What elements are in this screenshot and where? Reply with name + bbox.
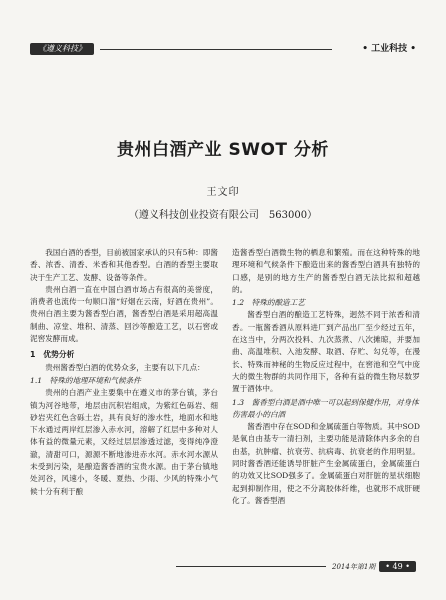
footer-rule xyxy=(176,566,326,567)
intro-paragraph-2: 贵州白酒一直在中国白酒市场占有很高的美誉度，消费者也流传一句顺口溜“好烟在云南，好酒在贵州”。贵州白酒主要为酱香型白酒，酱香型白酒是采用超高温制曲、凉堂、堆积、清蒸、回沙等酿造工艺，以石窖或泥窖发酵而成。 xyxy=(30,284,218,344)
right-column xyxy=(232,247,420,507)
health-paragraph: 酱香酒中存在SOD和金属硫蛋白等物质。其中SOD是氧自由基专一清扫剂，主要功能是清除体内多余的自由基，抗肿瘤、抗衰劳、抗病毒、抗衰老的作用明显。同时酱香酒还能诱导肝脏产生金属硫蛋白，金属硫蛋白的功效又比SOD强多了。金属硫蛋白对肝脏的星状细胞起到抑制作用，使之不分离胶体纤维，也就形不成肝硬化了。酱香型酒 xyxy=(232,422,420,505)
journal-name: 《遵义科技》 xyxy=(30,43,94,55)
heading-advantage-analysis: 1 优势分析 xyxy=(30,350,75,360)
brewing-paragraph: 酱香型白酒的酿造工艺特殊，迥然不同于浓香和清香。一瓶酱香酒从原料进厂到产品出厂至少经过五年，在这当中，分两次投料、九次蒸煮、八次摊晾，并要加曲、高温堆积、入池发酵、取酒、存贮、勾兑等，在漫长、特殊而神秘的生物反应过程中，在窖池和空气中庞大的微生物群的共同作用下，各种有益的微生物尽数罗置于酒体中。 xyxy=(232,310,420,394)
intro-paragraph-1: 我国白酒的香型，目前被国家承认的只有5种：即酱香、浓香、清香、米香和其他香型。白酒的香型主要取决于生产工艺、发酵、设备等条件。 xyxy=(30,248,218,282)
article-title: 贵州白酒产业 SWOT 分析 xyxy=(117,140,329,160)
geography-paragraph-continued: 造酱香型白酒微生物的栖息和繁殖。而在这种特殊的地理环境和气候条件下酿造出来的酱香型白酒具有独特的口感，是别的地方生产的酱香型白酒无法比拟和超越的。 xyxy=(232,248,420,294)
heading-brewing-process: 1.2 特殊的酿造工艺 xyxy=(232,298,305,308)
header-rule xyxy=(100,49,332,50)
advantages-intro: 贵州酱香型白酒的优势众多，主要有以下几点： xyxy=(45,362,205,372)
section-label: • 工业科技 • xyxy=(362,44,416,54)
article-author: 王文印 xyxy=(206,187,240,198)
page-number: • 49 • xyxy=(379,561,416,572)
author-affiliation: （遵义科技创业投资有限公司 563000） xyxy=(128,210,318,221)
geography-paragraph: 贵州的白酒产业主要集中在遵义市的茅台镇，茅台镇为河谷地带，地层由沉积岩组成，为紫红色砾岩、细砂岩夹红色含砾土岩，具有良好的渗水性，地面水和地下水通过两岸红层渗入赤水河，溶解了红层中多种对人体有益的微量元素，又经过层层渗透过滤，变得纯净澄澈，清甜可口，源源不断地渗进赤水河。赤水河水源从未受到污染，是酿造酱香酒的宝贵水源。由于茅台镇地处河谷，风速小，冬暖、夏热、少雨、少风的特殊小气候十分有利于酿 xyxy=(30,388,218,496)
left-column xyxy=(30,247,218,498)
page-header xyxy=(30,43,416,57)
page-footer xyxy=(176,561,416,572)
issue-label: 2014年第1期 xyxy=(332,562,376,571)
heading-geography-climate: 1.1 特殊的地理环境和气候条件 xyxy=(30,375,141,385)
heading-health-benefits: 1.3 酱香型白酒是酒中唯一可以起到保健作用，对身体伤害最小的白酒 xyxy=(232,397,419,419)
